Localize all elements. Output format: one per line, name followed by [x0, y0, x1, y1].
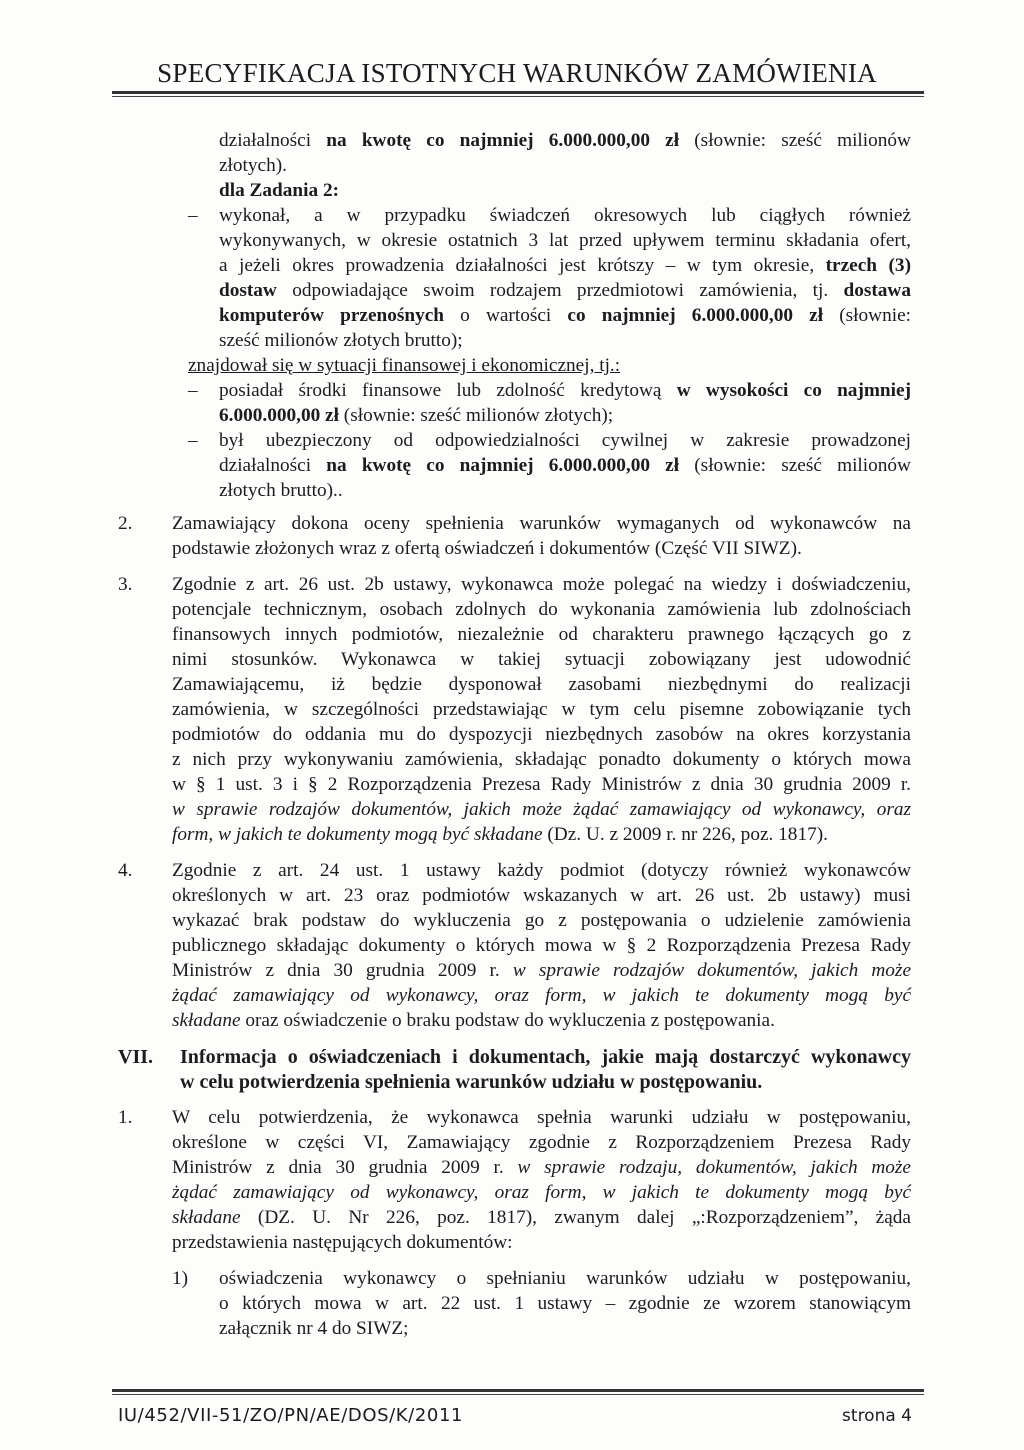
header-rule-thin [112, 96, 924, 97]
list-item-number: 1) [172, 1268, 189, 1289]
text-line: złotych brutto).. [219, 480, 343, 501]
document-id: IU/452/VII-51/ZO/PN/AE/DOS/K/2011 [118, 1405, 464, 1426]
text-line: był ubezpieczony od odpowiedzialności cywilnej w zakresie prowadzonej [219, 430, 911, 451]
section-heading: w celu potwierdzenia spełnienia warunków udziału w postępowaniu. [180, 1071, 763, 1093]
text-line: podstawie złożonych wraz z ofertą oświadczeń i dokumentów (Część VII SIWZ). [172, 538, 802, 559]
text-line: działalności na kwotę co najmniej 6.000.000,00 zł (słownie: sześć milionów [219, 130, 911, 151]
text-line: dostaw odpowiadające swoim rodzajem przedmiotowi zamówienia, tj. dostawa [219, 280, 911, 301]
section-number: VII. [118, 1046, 154, 1068]
text-line: Zgodnie z art. 26 ust. 2b ustawy, wykonawca może polegać na wiedzy i doświadczeniu, [172, 574, 911, 595]
text-line: podmiotów do oddania mu do dyspozycji niezbędnych zasobów na okres korzystania [172, 724, 911, 745]
paragraph-number: 1. [118, 1107, 133, 1128]
paragraph-number: 3. [118, 574, 133, 595]
text-line: żądać zamawiający od wykonawcy, oraz form, w jakich te dokumenty mogą być [172, 1182, 911, 1203]
text-line: nimi stosunków. Wykonawca w takiej sytuacji zobowiązany jest udowodnić [172, 649, 911, 670]
text-line: wykonał, a w przypadku świadczeń okresowych lub ciągłych również [219, 205, 911, 226]
task-2-heading: dla Zadania 2: [219, 180, 340, 201]
text-line: sześć milionów złotych brutto); [219, 330, 463, 351]
bullet-dash: – [188, 205, 198, 226]
header-rule-thick [112, 91, 924, 94]
text-line: o których mowa w art. 22 ust. 1 ustawy – zgodnie ze wzorem stanowiącym [219, 1293, 911, 1314]
text-line: działalności na kwotę co najmniej 6.000.000,00 zł (słownie: sześć milionów [219, 455, 911, 476]
text-line: określone w części VI, Zamawiający zgodnie z Rozporządzeniem Prezesa Rady [172, 1132, 911, 1153]
text-line: w sprawie rodzajów dokumentów, jakich może żądać zamawiający od wykonawcy, oraz [172, 799, 911, 820]
text-line: finansowych innych podmiotów, niezależnie od charakteru prawnego łączących go z [172, 624, 911, 645]
text-line: żądać zamawiający od wykonawcy, oraz form, w jakich te dokumenty mogą być [172, 985, 911, 1006]
paragraph-number: 2. [118, 513, 133, 534]
text-line: publicznego składając dokumenty o których mowa w § 2 Rozporządzenia Prezesa Rady [172, 935, 911, 956]
page-number: strona 4 [842, 1406, 912, 1426]
bullet-dash: – [188, 430, 198, 451]
text-line: Zgodnie z art. 24 ust. 1 ustawy każdy podmiot (dotyczy również wykonawców [172, 860, 911, 881]
text-line: Zamawiającemu, iż będzie dysponował zasobami niezbędnymi do realizacji [172, 674, 911, 695]
financial-heading: znajdował się w sytuacji finansowej i ekonomicznej, tj.: [188, 355, 621, 376]
bullet-dash: – [188, 380, 198, 401]
text-line: form, w jakich te dokumenty mogą być składane (Dz. U. z 2009 r. nr 226, poz. 1817). [172, 824, 828, 845]
text-line: w § 1 ust. 3 i § 2 Rozporządzenia Prezesa Rady Ministrów z dnia 30 grudnia 2009 r. [172, 774, 911, 795]
footer-rule-thin [112, 1394, 924, 1395]
text-line: posiadał środki finansowe lub zdolność kredytową w wysokości co najmniej [219, 380, 911, 401]
text-line: złotych). [219, 155, 287, 176]
text-line: komputerów przenośnych o wartości co najmniej 6.000.000,00 zł (słownie: [219, 305, 911, 326]
text-line: W celu potwierdzenia, że wykonawca spełnia warunki udziału w postępowaniu, [172, 1107, 911, 1128]
text-line: z nich przy wykonywaniu zamówienia, składając ponadto dokumenty o których mowa [172, 749, 911, 770]
paragraph-number: 4. [118, 860, 133, 881]
document-header-title: SPECYFIKACJA ISTOTNYCH WARUNKÓW ZAMÓWIENIA [157, 58, 877, 88]
footer-rule-thick [112, 1389, 924, 1392]
text-line: określonych w art. 23 oraz podmiotów wskazanych w art. 26 ust. 2b ustawy) musi [172, 885, 911, 906]
text-line: Ministrów z dnia 30 grudnia 2009 r. w sprawie rodzajów dokumentów, jakich może [172, 960, 911, 981]
text-line: zamówienia, w szczególności przedstawiając w tym celu pisemne zobowiązanie tych [172, 699, 911, 720]
section-heading: Informacja o oświadczeniach i dokumentach, jakie mają dostarczyć wykonawcy [180, 1046, 911, 1068]
text-line: przedstawienia następujących dokumentów: [172, 1232, 513, 1253]
text-line: wykonywanych, w okresie ostatnich 3 lat przed upływem terminu składania ofert, [219, 230, 911, 251]
text-line: składane (DZ. U. Nr 226, poz. 1817), zwanym dalej „:Rozporządzeniem”, żąda [172, 1207, 911, 1228]
text-line: potencjale technicznym, osobach zdolnych do wykonania zamówienia lub zdolnościach [172, 599, 911, 620]
text-line: składane oraz oświadczenie o braku podstaw do wykluczenia z postępowania. [172, 1010, 775, 1031]
text-line: załącznik nr 4 do SIWZ; [219, 1318, 409, 1339]
text-line: 6.000.000,00 zł (słownie: sześć milionów złotych); [219, 405, 614, 426]
text-line: Zamawiający dokona oceny spełnienia warunków wymaganych od wykonawców na [172, 513, 911, 534]
text-line: wykazać brak podstaw do wykluczenia go z postępowania o udzielenie zamówienia [172, 910, 911, 931]
text-line: Ministrów z dnia 30 grudnia 2009 r. w sprawie rodzaju, dokumentów, jakich może [172, 1157, 911, 1178]
text-line: oświadczenia wykonawcy o spełnianiu warunków udziału w postępowaniu, [219, 1268, 911, 1289]
text-line: a jeżeli okres prowadzenia działalności jest krótszy – w tym okresie, trzech (3) [219, 255, 911, 276]
